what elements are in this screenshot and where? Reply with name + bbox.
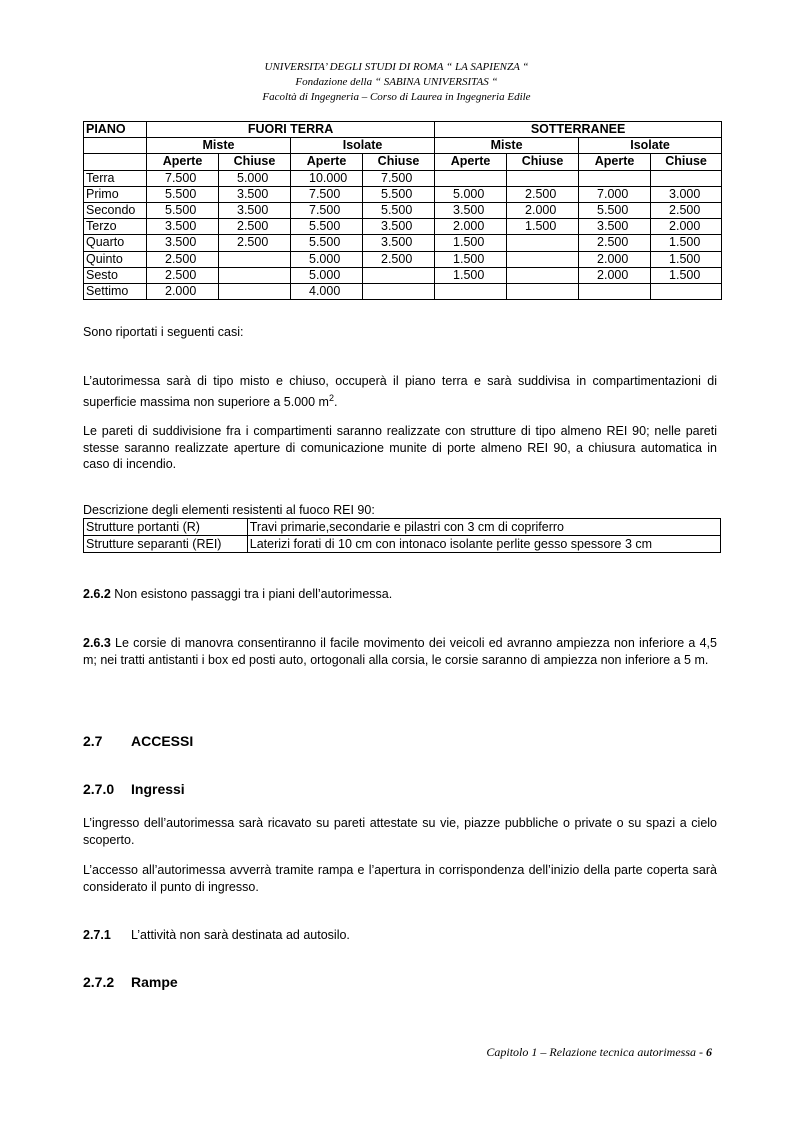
- area-cell: 2.000: [579, 251, 651, 267]
- cases-intro: Sono riportati i seguenti casi:: [83, 325, 244, 339]
- area-cell: [651, 283, 722, 299]
- rei-elements-table: [83, 518, 721, 553]
- paragraph-mixed-closed: L’autorimessa sarà di tipo misto e chiuso, occuperà il piano terra e sarà suddivisa in compartimentazioni di superficie massima non superiore a 5.000 $m^2$.: [83, 374, 717, 409]
- area-cell: 4.000: [291, 283, 363, 299]
- table-row: [84, 170, 722, 186]
- area-cell: [507, 267, 579, 283]
- area-cell: 2.000: [147, 283, 219, 299]
- area-cell: 3.000: [651, 186, 722, 202]
- area-cell: 3.500: [147, 235, 219, 251]
- area-cell: [219, 283, 291, 299]
- area-cell: 1.500: [435, 267, 507, 283]
- header-chiuse: Chiuse: [651, 154, 722, 170]
- floor-name-cell: Terzo: [84, 219, 147, 235]
- table-row: [84, 267, 722, 283]
- area-cell: 3.500: [579, 219, 651, 235]
- header-fuori-terra: FUORI TERRA: [147, 122, 435, 138]
- floor-name-cell: Terra: [84, 170, 147, 186]
- floor-name-cell: Secondo: [84, 202, 147, 218]
- table-row: [84, 519, 721, 536]
- area-cell: 1.500: [435, 235, 507, 251]
- section-2-7-1: 2.7.1 L’attività non sarà destinata ad autosilo.: [83, 928, 350, 942]
- area-cell: [651, 170, 722, 186]
- rei-key: Strutture portanti (R): [84, 519, 248, 536]
- floor-name-cell: Sesto: [84, 267, 147, 283]
- heading-ingressi: 2.7.0 Ingressi: [83, 781, 185, 797]
- header-chiuse: Chiuse: [507, 154, 579, 170]
- header-chiuse: Chiuse: [363, 154, 435, 170]
- area-cell: 5.500: [363, 186, 435, 202]
- table-row: [84, 536, 721, 553]
- area-cell: 2.000: [507, 202, 579, 218]
- header-sotterranee: SOTTERRANEE: [435, 122, 722, 138]
- area-cell: 1.500: [651, 235, 722, 251]
- floor-name-cell: Primo: [84, 186, 147, 202]
- header-isolate: Isolate: [579, 138, 722, 154]
- area-cell: 2.500: [147, 267, 219, 283]
- area-cell: 3.500: [219, 186, 291, 202]
- area-cell: [363, 283, 435, 299]
- area-cell: 3.500: [363, 219, 435, 235]
- area-cell: 5.500: [147, 202, 219, 218]
- floor-name-cell: Quinto: [84, 251, 147, 267]
- area-cell: 1.500: [651, 251, 722, 267]
- area-cell: 2.500: [219, 235, 291, 251]
- area-cell: 5.500: [291, 219, 363, 235]
- header-chiuse: Chiuse: [219, 154, 291, 170]
- area-cell: [507, 251, 579, 267]
- area-cell: [507, 170, 579, 186]
- area-cell: 3.500: [363, 235, 435, 251]
- table-row: [84, 186, 722, 202]
- header-foundation: Fondazione della “ SABINA UNIVERSITAS “: [295, 76, 498, 88]
- rei-key: Strutture separanti (REI): [84, 536, 248, 553]
- heading-accessi: 2.7 ACCESSI: [83, 733, 194, 749]
- area-cell: 2.500: [363, 251, 435, 267]
- table-row: [84, 251, 722, 267]
- area-cell: 3.500: [147, 219, 219, 235]
- paragraph-accesso: L’accesso all’autorimessa avverrà tramite rampa e l’apertura in corrispondenza dell’inizio della parte coperta sarà considerato il punto di ingresso.: [83, 863, 717, 894]
- area-cell: 2.000: [651, 219, 722, 235]
- area-cell: 7.500: [291, 202, 363, 218]
- area-cell: 1.500: [651, 267, 722, 283]
- area-cell: [435, 283, 507, 299]
- area-cell: 7.500: [147, 170, 219, 186]
- area-cell: 5.000: [435, 186, 507, 202]
- header-aperte: Aperte: [435, 154, 507, 170]
- rei-value: Travi primarie,secondarie e pilastri con 3 cm di copriferro: [247, 519, 720, 536]
- area-cell: 2.500: [147, 251, 219, 267]
- header-miste: Miste: [147, 138, 291, 154]
- heading-rampe: 2.7.2 Rampe: [83, 974, 178, 990]
- floor-area-table: [83, 121, 722, 300]
- area-cell: [435, 170, 507, 186]
- area-cell: 2.500: [507, 186, 579, 202]
- area-cell: 2.000: [435, 219, 507, 235]
- area-cell: 5.500: [579, 202, 651, 218]
- header-piano: PIANO: [84, 122, 147, 138]
- area-cell: 2.500: [219, 219, 291, 235]
- paragraph-ingresso: L’ingresso dell’autorimessa sarà ricavato su pareti attestate su vie, piazze pubbliche o private o su spazi a cielo scoperto.: [83, 816, 717, 847]
- area-cell: [507, 235, 579, 251]
- area-cell: 2.000: [579, 267, 651, 283]
- header-faculty: Facoltà di Ingegneria – Corso di Laurea in Ingegneria Edile: [262, 91, 531, 103]
- area-cell: 5.000: [291, 251, 363, 267]
- area-cell: [579, 170, 651, 186]
- rei-value: Laterizi forati di 10 cm con intonaco isolante perlite gesso spessore 3 cm: [247, 536, 720, 553]
- paragraph-partition-walls: Le pareti di suddivisione fra i compartimenti saranno realizzate con strutture di tipo almeno REI 90; nelle pareti stesse saranno realizzate aperture di comunicazione munite di porte almeno REI 90, a chiusura automatica in caso di incendio.: [83, 424, 717, 471]
- area-cell: [219, 251, 291, 267]
- area-cell: 3.500: [435, 202, 507, 218]
- area-cell: 1.500: [507, 219, 579, 235]
- document-header: [0, 60, 793, 105]
- area-cell: 7.000: [579, 186, 651, 202]
- area-cell: 10.000: [291, 170, 363, 186]
- floor-name-cell: Settimo: [84, 283, 147, 299]
- area-cell: 5.000: [291, 267, 363, 283]
- page-footer: Capitolo 1 – Relazione tecnica autorimessa - 6: [486, 1045, 712, 1059]
- table-row: [84, 235, 722, 251]
- area-cell: 7.500: [291, 186, 363, 202]
- area-cell: [363, 267, 435, 283]
- area-cell: 1.500: [435, 251, 507, 267]
- header-aperte: Aperte: [579, 154, 651, 170]
- area-cell: 3.500: [219, 202, 291, 218]
- floor-name-cell: Quarto: [84, 235, 147, 251]
- table-row: [84, 283, 722, 299]
- rei-title: Descrizione degli elementi resistenti al fuoco REI 90:: [83, 503, 375, 517]
- section-2-6-2: 2.6.2 Non esistono passaggi tra i piani dell’autorimessa.: [83, 587, 393, 601]
- area-cell: 2.500: [651, 202, 722, 218]
- header-university: UNIVERSITA’ DEGLI STUDI DI ROMA “ LA SAPIENZA “: [264, 61, 529, 73]
- table-row: [84, 202, 722, 218]
- page-number: 6: [706, 1045, 712, 1059]
- area-cell: 2.500: [579, 235, 651, 251]
- area-cell: 7.500: [363, 170, 435, 186]
- header-aperte: Aperte: [147, 154, 219, 170]
- header-isolate: Isolate: [291, 138, 435, 154]
- area-cell: 5.500: [363, 202, 435, 218]
- area-cell: 5.500: [147, 186, 219, 202]
- area-cell: 5.500: [291, 235, 363, 251]
- area-cell: 5.000: [219, 170, 291, 186]
- header-miste: Miste: [435, 138, 579, 154]
- area-cell: [579, 283, 651, 299]
- section-2-6-3: 2.6.3 Le corsie di manovra consentiranno il facile movimento dei veicoli ed avranno ampiezza non inferiore a 4,5 m; nei tratti antistanti i box ed posti auto, ortogonali alla corsia, le corsie saranno di ampiezza non inferiore a 5 m.: [83, 636, 717, 667]
- header-aperte: Aperte: [291, 154, 363, 170]
- table-row: [84, 219, 722, 235]
- area-cell: [507, 283, 579, 299]
- area-cell: [219, 267, 291, 283]
